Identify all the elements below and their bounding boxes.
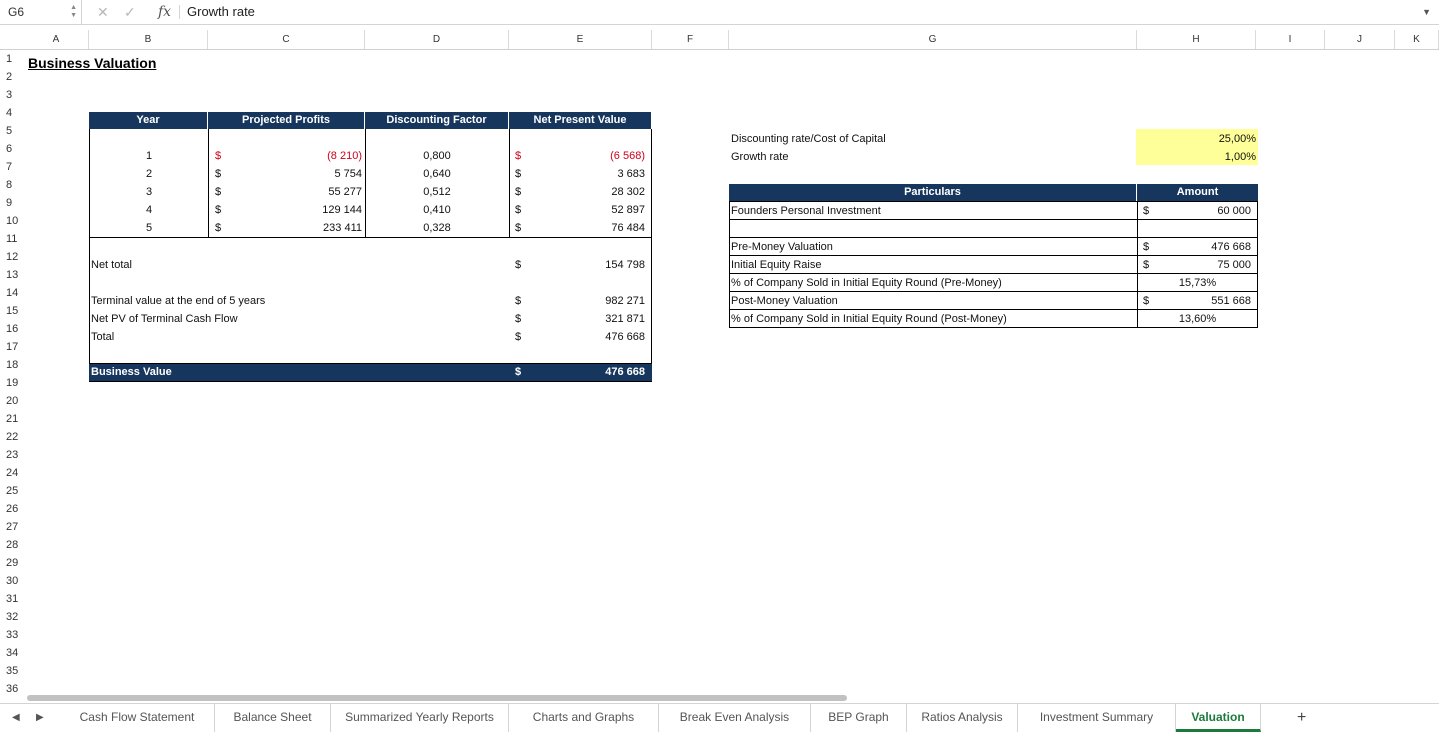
particulars-value[interactable]	[1160, 220, 1251, 238]
row-header-18[interactable]: 18	[6, 359, 19, 371]
discount-rate-value[interactable]: 25,00%	[1218, 133, 1256, 145]
particulars-value[interactable]: 75 000	[1217, 259, 1251, 271]
fx-icon[interactable]: fx	[158, 4, 172, 20]
sheet-tab-valuation[interactable]: Valuation	[1176, 704, 1261, 732]
terminal-value[interactable]: 982 271	[605, 295, 645, 307]
sheet-tab-break-even-analysis[interactable]: Break Even Analysis	[659, 704, 811, 732]
header-projected-profits: Projected Profits	[208, 112, 365, 129]
next-sheet-icon[interactable]: ▶	[36, 712, 44, 723]
row-header-21[interactable]: 21	[6, 413, 19, 425]
currency-symbol: $	[515, 331, 522, 343]
row-header-31[interactable]: 31	[6, 593, 19, 605]
currency-symbol: $	[515, 150, 522, 162]
particulars-value[interactable]: 551 668	[1211, 295, 1251, 307]
row-header-12[interactable]: 12	[6, 251, 19, 263]
column-header-f[interactable]: F	[652, 30, 729, 49]
row-header-16[interactable]: 16	[6, 323, 19, 335]
discount-factor-cell[interactable]: 0,640	[423, 168, 451, 180]
particulars-label-cell[interactable]	[729, 219, 1138, 238]
column-header-e[interactable]: E	[509, 30, 652, 49]
year-cell[interactable]: 5	[145, 222, 153, 234]
year-cell[interactable]: 4	[145, 204, 153, 216]
particulars-value[interactable]: 13,60%	[1178, 313, 1217, 325]
sheet-tabs	[0, 703, 1439, 732]
row-header-10[interactable]: 10	[6, 215, 19, 227]
row-header-24[interactable]: 24	[6, 467, 19, 479]
row-header-15[interactable]: 15	[6, 305, 19, 317]
currency-symbol: $	[515, 222, 522, 234]
net-present-value-cell[interactable]: (6 568)	[610, 150, 645, 162]
column-header-d[interactable]: D	[365, 30, 509, 49]
particulars-value[interactable]: 15,73%	[1178, 277, 1217, 289]
currency-symbol: $	[1143, 241, 1150, 253]
net-present-value-cell[interactable]: 28 302	[611, 186, 645, 198]
row-header-19[interactable]: 19	[6, 377, 19, 389]
row-header-36[interactable]: 36	[6, 683, 19, 695]
row-header-9[interactable]: 9	[6, 197, 13, 209]
row-header-7[interactable]: 7	[6, 161, 13, 173]
net-present-value-cell[interactable]: 76 484	[611, 222, 645, 234]
currency-symbol: $	[515, 186, 522, 198]
sheet-tab-charts-and-graphs[interactable]: Charts and Graphs	[509, 704, 659, 732]
discount-factor-cell[interactable]: 0,800	[423, 150, 451, 162]
particulars-value[interactable]: 60 000	[1217, 205, 1251, 217]
prev-sheet-icon[interactable]: ◀	[12, 712, 20, 723]
projected-profit-cell[interactable]: 129 144	[322, 204, 362, 216]
currency-symbol: $	[1143, 295, 1150, 307]
net-present-value-cell[interactable]: 3 683	[617, 168, 645, 180]
close-icon[interactable]: ✕	[97, 4, 109, 20]
row-header-27[interactable]: 27	[6, 521, 19, 533]
row-header-13[interactable]: 13	[6, 269, 19, 281]
total-label: Total	[91, 331, 115, 343]
sheet-tab-bep-graph[interactable]: BEP Graph	[811, 704, 907, 732]
row-header-25[interactable]: 25	[6, 485, 19, 497]
projected-profit-cell[interactable]: (8 210)	[327, 150, 362, 162]
projected-profit-cell[interactable]: 55 277	[328, 186, 362, 198]
row-header-30[interactable]: 30	[6, 575, 19, 587]
year-cell[interactable]: 2	[145, 168, 153, 180]
discount-factor-cell[interactable]: 0,328	[423, 222, 451, 234]
row-header-4[interactable]: 4	[6, 107, 13, 119]
formula-bar	[0, 0, 1439, 25]
terminal-value-label: Terminal value at the end of 5 years	[91, 295, 266, 307]
row-header-32[interactable]: 32	[6, 611, 19, 623]
particulars-label: Founders Personal Investment	[731, 205, 881, 217]
particulars-label: Pre-Money Valuation	[731, 241, 833, 253]
check-icon[interactable]: ✓	[124, 4, 136, 20]
year-cell[interactable]: 1	[145, 150, 153, 162]
discount-factor-cell[interactable]: 0,410	[423, 204, 451, 216]
stepper-icon[interactable]: ▲ ▼	[70, 4, 77, 19]
row-header-34[interactable]: 34	[6, 647, 19, 659]
column-header-h[interactable]: H	[1137, 30, 1256, 49]
row-header-26[interactable]: 26	[6, 503, 19, 515]
page-title: Business Valuation	[28, 55, 157, 71]
discount-factor-cell[interactable]: 0,512	[423, 186, 451, 198]
plus-icon[interactable]: +	[1297, 709, 1307, 726]
column-header-j[interactable]: J	[1325, 30, 1395, 49]
row-header-5[interactable]: 5	[6, 125, 13, 137]
currency-symbol: $	[1143, 259, 1150, 271]
net-present-value-cell[interactable]: 52 897	[611, 204, 645, 216]
formula-separator	[179, 5, 180, 19]
net-pv-value[interactable]: 321 871	[605, 313, 645, 325]
sheet-tab-ratios-analysis[interactable]: Ratios Analysis	[907, 704, 1018, 732]
total-value[interactable]: 476 668	[605, 331, 645, 343]
particulars-value[interactable]: 476 668	[1211, 241, 1251, 253]
row-header-3[interactable]: 3	[6, 89, 13, 101]
year-cell[interactable]: 3	[145, 186, 153, 198]
row-header-33[interactable]: 33	[6, 629, 19, 641]
currency-symbol: $	[215, 186, 222, 198]
row-header-23[interactable]: 23	[6, 449, 19, 461]
discount-rate-label: Discounting rate/Cost of Capital	[731, 133, 886, 145]
row-header-28[interactable]: 28	[6, 539, 19, 551]
header-year: Year	[89, 112, 208, 129]
formula-content[interactable]: Growth rate	[187, 4, 255, 19]
net-total-value[interactable]: 154 798	[605, 259, 645, 271]
projected-profit-cell[interactable]: 233 411	[323, 222, 362, 234]
currency-symbol: $	[515, 168, 522, 180]
currency-symbol: $	[515, 259, 522, 271]
column-header-a[interactable]: A	[24, 30, 89, 49]
currency-symbol: $	[215, 150, 222, 162]
column-header-c[interactable]: C	[208, 30, 365, 49]
projected-profit-cell[interactable]: 5 754	[334, 168, 362, 180]
row-header-29[interactable]: 29	[6, 557, 19, 569]
name-box-value: G6	[8, 5, 25, 19]
column-header-b[interactable]: B	[89, 30, 208, 49]
row-header-11[interactable]: 11	[6, 233, 18, 245]
sheet-tab-summarized-yearly-reports[interactable]: Summarized Yearly Reports	[331, 704, 509, 732]
currency-symbol: $	[215, 168, 222, 180]
currency-symbol: $	[515, 204, 522, 216]
particulars-label: Initial Equity Raise	[731, 259, 822, 271]
header-net-present-value: Net Present Value	[509, 112, 651, 129]
row-header-17[interactable]: 17	[6, 341, 19, 353]
currency-symbol: $	[515, 295, 522, 307]
business-value-label: Business Value	[91, 366, 172, 378]
sheet-tab-cash-flow-statement[interactable]: Cash Flow Statement	[60, 704, 215, 732]
currency-symbol: $	[215, 222, 222, 234]
particulars-label: % of Company Sold in Initial Equity Round (Pre-Money)	[731, 277, 1002, 289]
header-particulars: Particulars	[729, 184, 1137, 201]
row-header-8[interactable]: 8	[6, 179, 13, 191]
growth-rate-label: Growth rate	[731, 151, 789, 163]
row-header-14[interactable]: 14	[6, 287, 19, 299]
row-header-2[interactable]: 2	[6, 71, 13, 83]
column-headers	[0, 30, 1439, 50]
horizontal-scrollbar[interactable]	[27, 695, 847, 701]
particulars-label: % of Company Sold in Initial Equity Round (Post-Money)	[731, 313, 1007, 325]
growth-rate-value[interactable]: 1,00%	[1224, 151, 1256, 163]
net-pv-label: Net PV of Terminal Cash Flow	[91, 313, 238, 325]
row-header-6[interactable]: 6	[6, 143, 13, 155]
row-header-20[interactable]: 20	[6, 395, 19, 407]
row-header-1[interactable]: 1	[6, 53, 13, 65]
sheet-tab-investment-summary[interactable]: Investment Summary	[1018, 704, 1176, 732]
column-header-g[interactable]: G	[729, 30, 1137, 49]
currency-symbol: $	[515, 313, 522, 325]
currency-symbol: $	[1143, 205, 1150, 217]
row-header-22[interactable]: 22	[6, 431, 19, 443]
particulars-label: Post-Money Valuation	[731, 295, 838, 307]
sheet-tab-balance-sheet[interactable]: Balance Sheet	[215, 704, 331, 732]
name-box[interactable]	[0, 0, 82, 24]
row-header-35[interactable]: 35	[6, 665, 19, 677]
chevron-down-icon[interactable]: ▼	[1422, 7, 1431, 17]
currency-symbol: $	[215, 204, 222, 216]
column-header-k[interactable]: K	[1395, 30, 1439, 49]
currency-symbol: $	[515, 366, 522, 378]
net-total-label: Net total	[91, 259, 132, 271]
header-discounting-factor: Discounting Factor	[365, 112, 509, 129]
header-amount: Amount	[1137, 184, 1258, 201]
column-header-i[interactable]: I	[1256, 30, 1325, 49]
business-value[interactable]: 476 668	[605, 366, 645, 378]
